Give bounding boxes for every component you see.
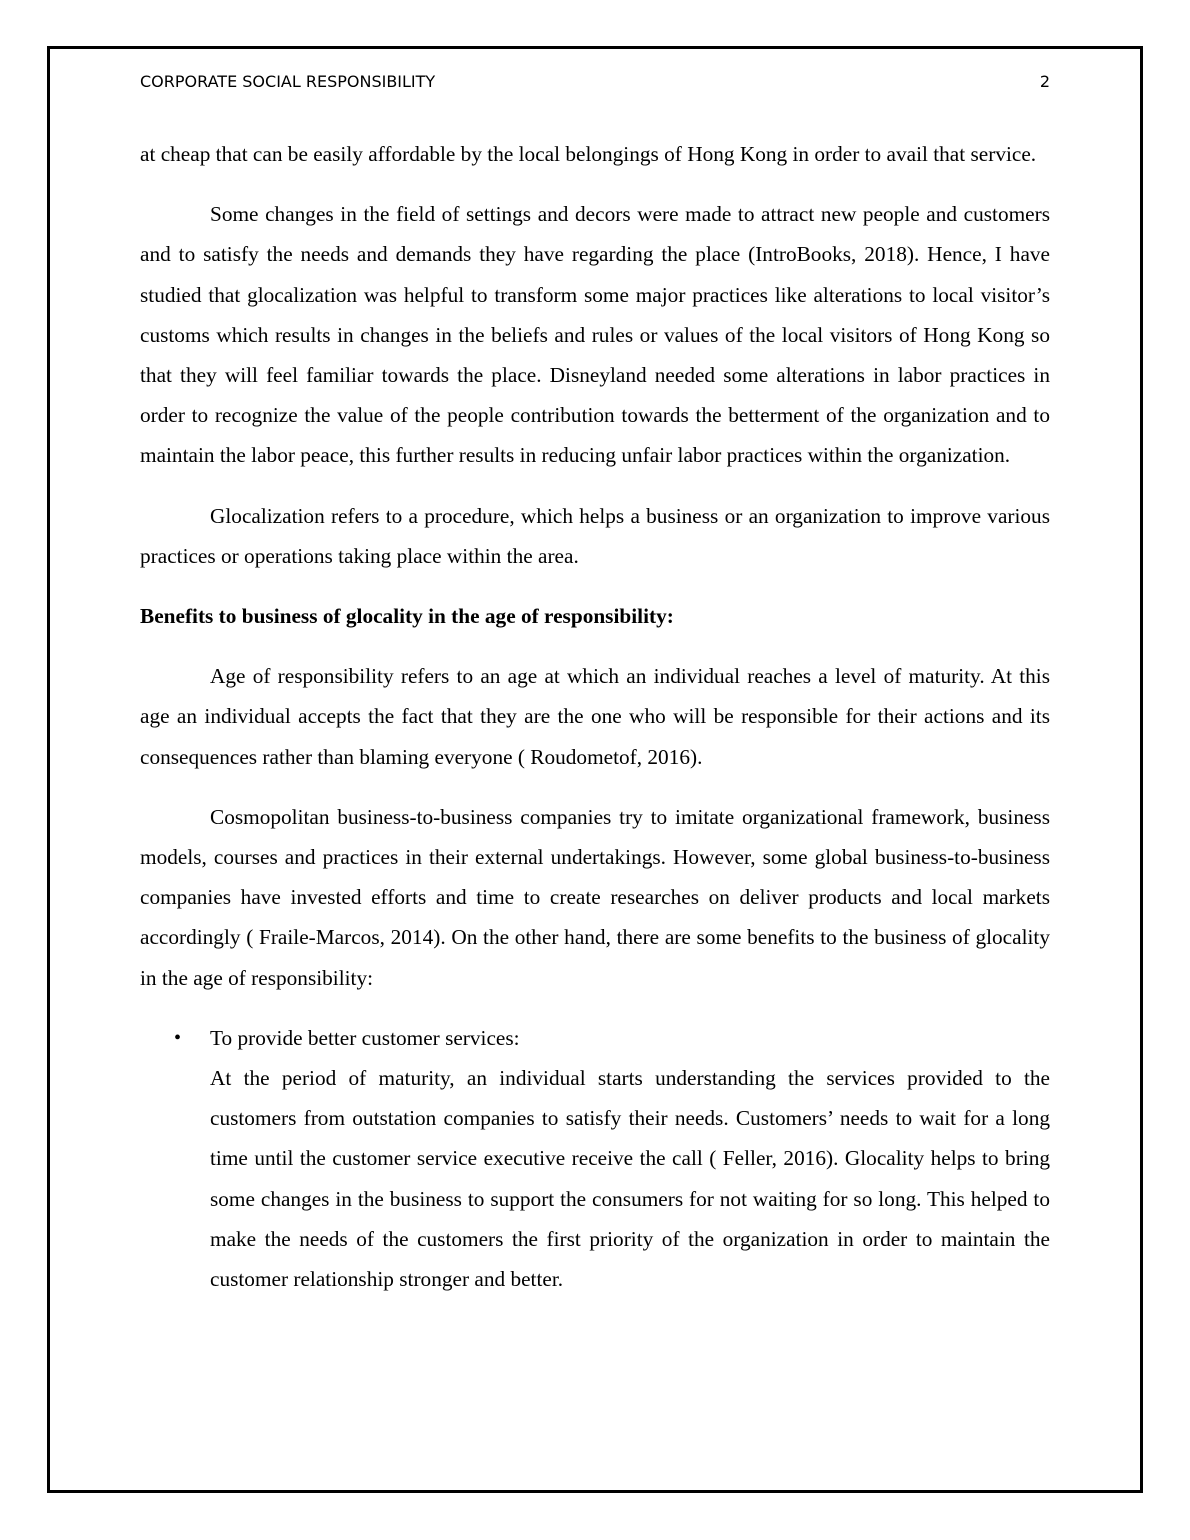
paragraph-continuation: at cheap that can be easily affordable by the local belongings of Hong Kong in order to avail that service. xyxy=(140,142,1037,166)
paragraph-settings-decors: Some changes in the field of settings and decors were made to attract new people and customers and to satisfy the needs and demands they have regarding the place (IntroBooks, 2018). Hence, I have studied that glocalization was helpful to transform some major practices like alterations to local visitor’s customs which results in changes in the beliefs and rules or values of the local visitors of Hong Kong so that they will feel familiar towards the place. Disneyland needed some alterations in labor practices in order to recognize the value of the people contribution towards the betterment of the organization and to maintain the labor peace, this further results in reducing unfair labor practices within the organization. xyxy=(140,202,1050,468)
page-header xyxy=(140,72,1050,96)
bullet-title: To provide better customer services: xyxy=(210,1025,520,1050)
running-head: CORPORATE SOCIAL RESPONSIBILITY xyxy=(140,72,436,91)
bullet-marker: • xyxy=(174,1026,182,1049)
section-heading: Benefits to business of glocality in the age of responsibility: xyxy=(140,604,674,629)
bullet-item-customer-services xyxy=(140,1018,1050,1299)
paragraph-glocalization-definition: Glocalization refers to a procedure, which helps a business or an organization to improve various practices or operations taking place within the area. xyxy=(140,503,1050,568)
page-number: 2 xyxy=(1039,72,1050,91)
bullet-body: At the period of maturity, an individual starts understanding the services provided to the customers from outstation companies to satisfy their needs. Customers’ needs to wait for a long time until the customer service executive receive the call ( Feller, 2016). Glocality helps to bring some changes in the business to support the consumers for not waiting for so long. This helped to make the needs of the customers the first priority of the organization in order to maintain the customer relationship stronger and better. xyxy=(210,1066,1050,1292)
paragraph-age-of-responsibility: Age of responsibility refers to an age at which an individual reaches a level of maturity. At this age an individual accepts the fact that they are the one who will be responsible for their actions and its consequences rather than blaming everyone ( Roudometof, 2016). xyxy=(140,664,1050,769)
document-body xyxy=(140,134,1050,1299)
paragraph-cosmopolitan-b2b: Cosmopolitan business-to-business companies try to imitate organizational framework, business models, courses and practices in their external undertakings. However, some global business-to-business companies have invested efforts and time to create researches on deliver products and local markets accordingly ( Fraile-Marcos, 2014). On the other hand, there are some benefits to the business of glocality in the age of responsibility: xyxy=(140,804,1050,990)
